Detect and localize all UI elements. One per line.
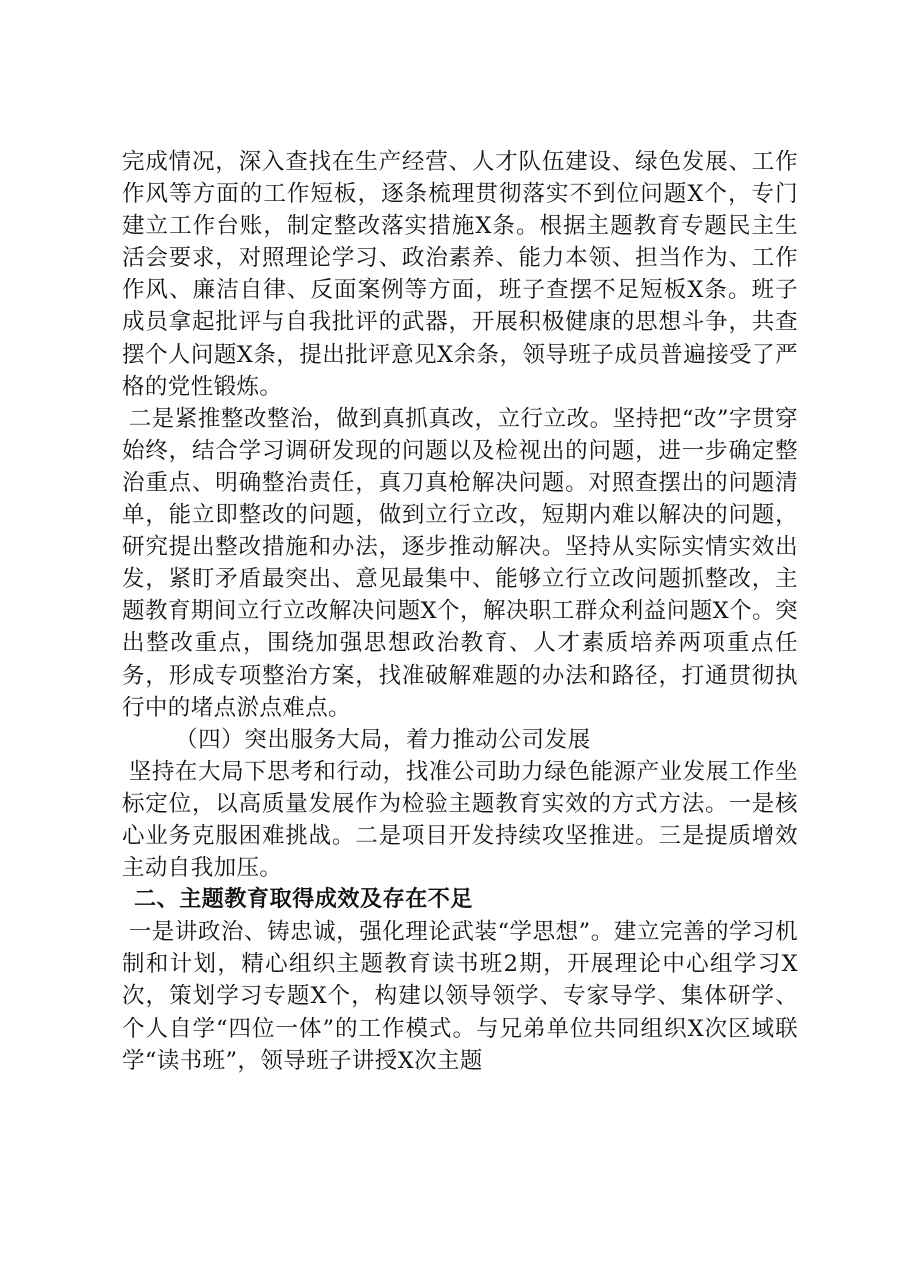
body-paragraph-rectification-situation: 完成情况，深入查找在生产经营、人才队伍建设、绿色发展、工作作风等方面的工作短板，逐条梳理贯彻落实不到位问题X个，专门建立工作台账，制定整改落实措施X条。根据主题教育专题民主生活会要求，对照理论学习、政治素养、能力本领、担当作为、工作作风、廉洁自律、反面案例等方面，班子查摆不足短板X条。班子成员拿起批评与自我批评的武器，开展积极健康的思想斗争，共查摆个人问题X条，提出批评意见X余条，领导班子成员普遍接受了严格的党性锻炼。	[122, 149, 798, 400]
body-paragraph-political-theory: 一是讲政治、铸忠诚，强化理论武装“学思想”。建立完善的学习机制和计划，精心组织主题教育读书班2期，开展理论中心组学习X次，策划学习专题X个，构建以领导领学、专家导学、集体研学、个人自学“四位一体”的工作模式。与兄弟单位共同组织X次区域联学“读书班”，领导班子讲授X次主题	[122, 919, 798, 1074]
body-paragraph-rectification-measures: 二是紧推整改整治，做到真抓真改，立行立改。坚持把“改”字贯穿始终，结合学习调研发现的问题以及检视出的问题，进一步确定整治重点、明确整治责任，真刀真枪解决问题。对照查摆出的问题清单，能立即整改的问题，做到立行立改，短期内难以解决的问题，研究提出整改措施和办法，逐步推动解决。坚持从实际实情实效出发，紧盯矛盾最突出、意见最集中、能够立行立改问题抓整改，主题教育期间立行立改解决问题X个，解决职工群众利益问题X个。突出整改重点，围绕加强思想政治教育、人才素质培养两项重点任务，形成专项整治方案，找准破解难题的办法和路径，打通贯彻执行中的堵点淤点难点。	[122, 405, 798, 721]
body-paragraph-company-development: 坚持在大局下思考和行动，找准公司助力绿色能源产业发展工作坐标定位，以高质量发展作为检验主题教育实效的方式方法。一是核心业务克服困难挑战。二是项目开发持续攻坚推进。三是提质增效主动自我加压。	[122, 758, 798, 882]
document-page	[122, 146, 798, 1077]
section-heading-results-and-shortcomings: 二、主题教育取得成效及存在不足	[134, 887, 474, 913]
section-subheading-serve-overall: （四）突出服务大局，着力推动公司发展	[175, 726, 591, 753]
